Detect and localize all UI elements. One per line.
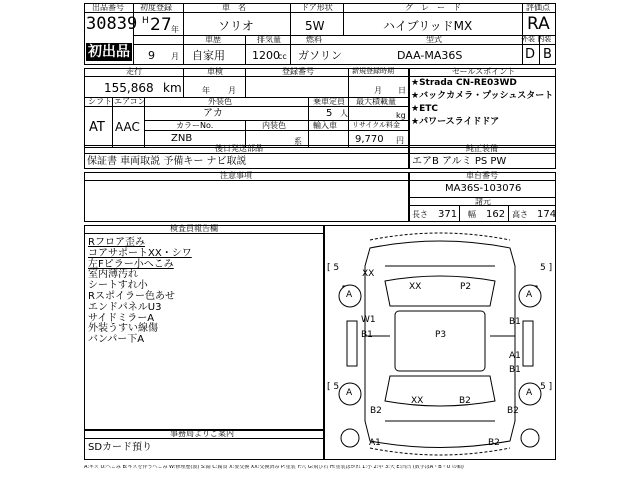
chassis-value: MA36S-103076 — [445, 183, 522, 194]
newreg-month: 月 — [374, 86, 382, 95]
lot-label: 出品番号 — [92, 3, 124, 12]
mileage-unit: km — [163, 81, 182, 95]
cc-unit: cc — [278, 52, 287, 61]
type: DAA-MA36S — [397, 49, 463, 62]
sales-item: ★ETC — [411, 104, 438, 114]
length-label: 長さ — [412, 210, 428, 219]
sales-item: ★Strada CN-RE03WD — [411, 78, 517, 88]
width-label: 幅 — [468, 210, 476, 219]
mark-b2-bottom: B2 — [488, 438, 500, 448]
capacity: 5 — [326, 108, 333, 119]
first-listing-badge: 初出品 — [88, 44, 130, 60]
color: アカ — [203, 108, 223, 119]
mark-xx-rear: XX — [411, 396, 424, 406]
height: 174 — [537, 209, 557, 220]
width: 162 — [486, 209, 506, 220]
reg-no-label: 登録番号 — [282, 67, 314, 76]
chassis-label: 車台番号 — [466, 171, 498, 180]
ext-int-label: 外装 内装 — [521, 35, 552, 43]
office-label: 事務局よりご案内 — [170, 429, 234, 438]
inspect-label: 車検 — [207, 67, 223, 76]
inspection-line: Rフロア歪み — [88, 237, 145, 248]
cc: 1200 — [252, 49, 280, 62]
inspection-line: Rスポイラー色あせ — [88, 291, 175, 302]
inspection-label: 検査員報告欄 — [170, 224, 218, 233]
mileage-label: 走行 — [126, 67, 142, 76]
use: 自家用 — [192, 49, 225, 62]
score: RA — [527, 14, 550, 34]
reg-month: 9 — [148, 49, 155, 62]
newreg-label: 新規登録時期 — [352, 67, 394, 75]
import-label: 輸入車 — [313, 121, 337, 130]
intcolor-label: 内装色 — [262, 121, 286, 130]
mark-b1-left: B1 — [361, 330, 373, 340]
mark-a1-bottom: A1 — [369, 438, 381, 448]
inspect-month-unit: 月 — [228, 86, 236, 95]
inspection-line: バンパー下A — [88, 334, 145, 345]
door: 5W — [305, 19, 325, 33]
tire-depth-front-left: [ 5 — [327, 263, 340, 273]
mark-b2-right: B2 — [507, 406, 519, 416]
fuel: ガソリン — [298, 49, 342, 62]
shift-label: シフト — [88, 97, 112, 106]
grade-label: グ レ ー ド — [405, 3, 461, 12]
inspection-line: コアサポートXX・シワ — [88, 248, 192, 259]
inspection-line: 左Fピラー小へこみ — [88, 259, 174, 270]
mark-xx-front: XX — [409, 282, 422, 292]
inspection-line: 室内薄汚れ — [88, 269, 138, 280]
first-reg-label: 初度登録 — [140, 3, 172, 12]
type-label: 型式 — [426, 35, 442, 44]
maxload-label: 最大積載量 — [356, 97, 396, 106]
inspection-line: エンドパネルU3 — [88, 302, 162, 313]
tire-depth-rear-left: [ 5 — [327, 382, 340, 392]
newreg-day: 日 — [398, 86, 406, 95]
car-outline-diagram — [325, 226, 555, 459]
mark-a-fr: A — [526, 290, 533, 300]
mark-a-rl: A — [346, 388, 353, 398]
legend: A:キズ U:へこみ B:キズを伴うへこみ W:修理歴(波) S:錆 C:腐食 X:要交換 XX:交換済み P:塗装 Y:穴 G:飛び石 H:塗装はがれ 1:小 2:中 3:大 E:凹凸 (数字はA・B・U の順) — [84, 465, 464, 470]
mark-a1-right: A1 — [509, 351, 521, 361]
office-text: SDカード預り — [88, 442, 153, 453]
mark-b1-right-2: B1 — [509, 365, 521, 375]
year-unit: 年 — [171, 25, 179, 34]
reg-year: 27 — [150, 15, 172, 35]
ac-label: エアコン — [114, 97, 146, 106]
mark-b1-right: B1 — [509, 317, 521, 327]
height-label: 高さ — [512, 210, 528, 219]
colorno-label: カラーNo. — [176, 121, 214, 130]
extra-unit: 系 — [294, 137, 302, 146]
capacity-label: 乗車定員 — [313, 97, 345, 106]
mark-b2-rear: B2 — [459, 396, 471, 406]
documents-label: 後日発送部品 — [215, 144, 263, 153]
tire-depth-rear-right: 5 ] — [540, 382, 553, 392]
mark-b2-left: B2 — [370, 406, 382, 416]
documents-text: 保証書 車両取説 予備キー ナビ取説 — [87, 156, 247, 167]
mark-a-rr: A — [526, 388, 533, 398]
maxload-unit: kg — [396, 111, 406, 120]
fuel-label: 燃料 — [306, 35, 322, 44]
sales-label: セールスポイント — [452, 67, 516, 76]
inspection-line: 外装うすい線傷 — [88, 323, 158, 334]
score-label: 評価点 — [526, 3, 550, 12]
damage-diagram — [324, 225, 556, 460]
tire-depth-front-right: 5 ] — [540, 263, 553, 273]
int-grade: B — [543, 47, 552, 62]
door-label: ドア形状 — [301, 3, 333, 12]
options-label: 純正装備 — [466, 144, 498, 153]
inspection-line: サイドミラーA — [88, 313, 155, 324]
recycle: 9,770 — [355, 134, 384, 145]
era: H — [142, 16, 149, 26]
ac: AAC — [115, 120, 140, 134]
model-label: 車 名 — [222, 3, 246, 12]
grade: ハイブリッドMX — [383, 19, 473, 33]
color-label: 外装色 — [208, 97, 232, 106]
length: 371 — [438, 209, 458, 220]
mark-w1: W1 — [361, 315, 376, 325]
recycle-label: リサイクル料金 — [352, 121, 401, 129]
mileage: 155,868 — [104, 81, 154, 95]
model: ソリオ — [218, 19, 254, 33]
sales-item: ★パワースライドドア — [411, 117, 500, 127]
mark-xx-front-left: XX — [362, 269, 375, 279]
options-text: エアB アルミ PS PW — [412, 156, 507, 167]
mark-p2-front: P2 — [460, 282, 472, 292]
notes-label: 注意事項 — [220, 171, 252, 180]
cc-label: 排気量 — [257, 35, 281, 44]
recycle-unit: 円 — [396, 136, 404, 145]
capacity-unit: 人 — [340, 109, 348, 118]
ext-grade: D — [525, 47, 536, 62]
use-label: 車歴 — [205, 35, 221, 44]
colorno: ZNB — [171, 133, 193, 144]
month-unit: 月 — [171, 52, 179, 61]
mark-a-fl: A — [346, 290, 353, 300]
inspection-line: シートすれ小 — [88, 280, 148, 291]
dims-label: 諸元 — [475, 197, 491, 206]
shift: AT — [89, 120, 105, 135]
sales-item: ★バックカメラ・プッシュスタート — [411, 91, 554, 101]
mark-p3: P3 — [435, 330, 447, 340]
inspect-year-unit: 年 — [202, 86, 210, 95]
lot-number: 30839 — [86, 14, 138, 34]
